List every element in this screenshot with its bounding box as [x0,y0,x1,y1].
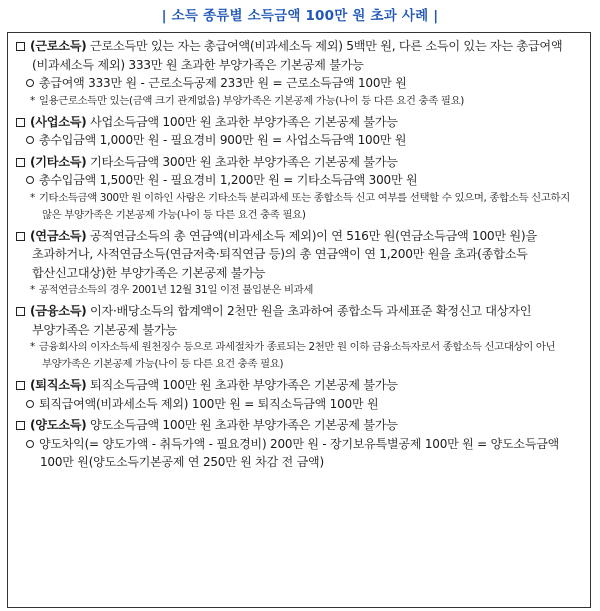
circle-bullet-icon [26,400,34,408]
example-text: 총수입금액 1,000만 원 - 필요경비 900만 원 = 사업소득금액 100만 원 [39,133,407,147]
section-other-income [16,153,582,224]
section-text: 이자·배당소득의 합계액이 2천만 원을 초과하여 종합소득 과세표준 확정신고 대상자인 부양가족은 기본공제 불가능 [32,304,532,337]
asterisk-icon: * [30,94,35,107]
example-line [20,131,582,150]
section-text: 공적연금소득의 총 연금액(비과세소득 제외)이 연 516만 원(연금소득금액 100만 원)을 초과하거나, 사적연금소득(연금저축·퇴직연금 등)의 총 연금액이 연 1,200만 원을 초과(종합소득 합산신고대상)한 부양가족은 기본공제 불가능 [32,228,537,280]
section-heading [16,113,582,132]
note-text: 공적연금소득의 경우 2001년 12월 31일 이전 불입분은 비과세 [38,284,314,296]
circle-bullet-icon [26,176,34,184]
note-line [20,282,582,299]
note-text: 기타소득금액 300만 원 이하인 사람은 기타소득 분리과세 또는 종합소득 신고 여부를 선택할 수 있으며, 종합소득 신고하지 않은 부양가족은 기본공제 가능(나이 등 다른 요건 충족 필요) [38,191,570,221]
section-text: 기타소득금액 300만 원 초과한 부양가족은 기본공제 불가능 [86,154,398,169]
section-text: 양도소득금액 100만 원 초과한 부양가족은 기본공제 불가능 [86,418,398,432]
note-line [20,93,582,110]
section-text: 근로소득만 있는 자는 총급여액(비과세소득 제외) 5백만 원, 다른 소득이 있는 자는 총급여액(비과세소득 제외) 333만 원 초과한 부양가족은 기본공제 불가능 [32,39,563,72]
section-capital-gains [16,416,582,472]
content-box [7,32,591,608]
section-heading [16,153,582,172]
circle-bullet-icon [26,440,34,448]
section-pension-income [16,227,582,300]
category-label: (금융소득) [30,304,87,318]
square-bullet-icon [16,421,25,430]
circle-bullet-icon [26,136,34,144]
category-label: (사업소득) [30,114,87,129]
square-bullet-icon [16,232,25,241]
circle-bullet-icon [26,79,34,87]
example-line [20,74,582,93]
section-earned-income [16,37,582,110]
note-line [20,339,582,373]
page-title: | 소득 종류별 소득금액 100만 원 초과 사례 | [161,8,439,24]
category-label: (양도소득) [30,418,87,432]
section-heading [16,37,582,74]
square-bullet-icon [16,381,25,390]
section-heading [16,416,582,435]
section-heading [16,376,582,395]
section-text: 사업소득금액 100만 원 초과한 부양가족은 기본공제 불가능 [86,114,398,129]
asterisk-icon: * [30,191,35,204]
square-bullet-icon [16,118,25,127]
square-bullet-icon [16,42,25,51]
note-text: 일용근로소득만 있는(금액 크기 관계없음) 부양가족은 기본공제 가능(나이 등 다른 요건 충족 필요) [38,94,464,107]
category-label: (근로소득) [30,39,87,53]
asterisk-icon: * [30,341,35,353]
section-text: 퇴직소득금액 100만 원 초과한 부양가족은 기본공제 불가능 [86,378,398,392]
category-label: (기타소득) [30,154,87,169]
section-retirement-income [16,376,582,413]
asterisk-icon: * [30,284,35,296]
example-text: 퇴직급여액(비과세소득 제외) 100만 원 = 퇴직소득금액 100만 원 [39,396,379,411]
category-label: (퇴직소득) [30,378,87,392]
section-heading [16,227,582,283]
square-bullet-icon [16,158,25,167]
category-label: (연금소득) [30,228,87,243]
square-bullet-icon [16,307,25,316]
example-line [20,171,582,190]
example-text: 양도차익(= 양도가액 - 취득가액 - 필요경비) 200만 원 - 장기보유특별공제 100만 원 = 양도소득금액 100만 원(양도소득기본공제 연 250만 원 차감 전 금액) [39,436,559,469]
note-line [20,190,582,224]
section-heading [16,302,582,339]
section-business-income [16,113,582,150]
example-text: 총수입금액 1,500만 원 - 필요경비 1,200만 원 = 기타소득금액 300만 원 [39,173,418,187]
section-financial-income [16,302,582,373]
note-text: 금융회사의 이자소득세 원천징수 등으로 과세절차가 종료되는 2천만 원 이하 금융소득자로서 종합소득 신고대상이 아닌 부양가족은 기본공제 가능(나이 등 다른 요건 충족 필요) [38,341,556,370]
example-line [20,395,582,414]
example-text: 총급여액 333만 원 - 근로소득공제 233만 원 = 근로소득금액 100만 원 [39,76,407,90]
example-line [20,435,582,472]
